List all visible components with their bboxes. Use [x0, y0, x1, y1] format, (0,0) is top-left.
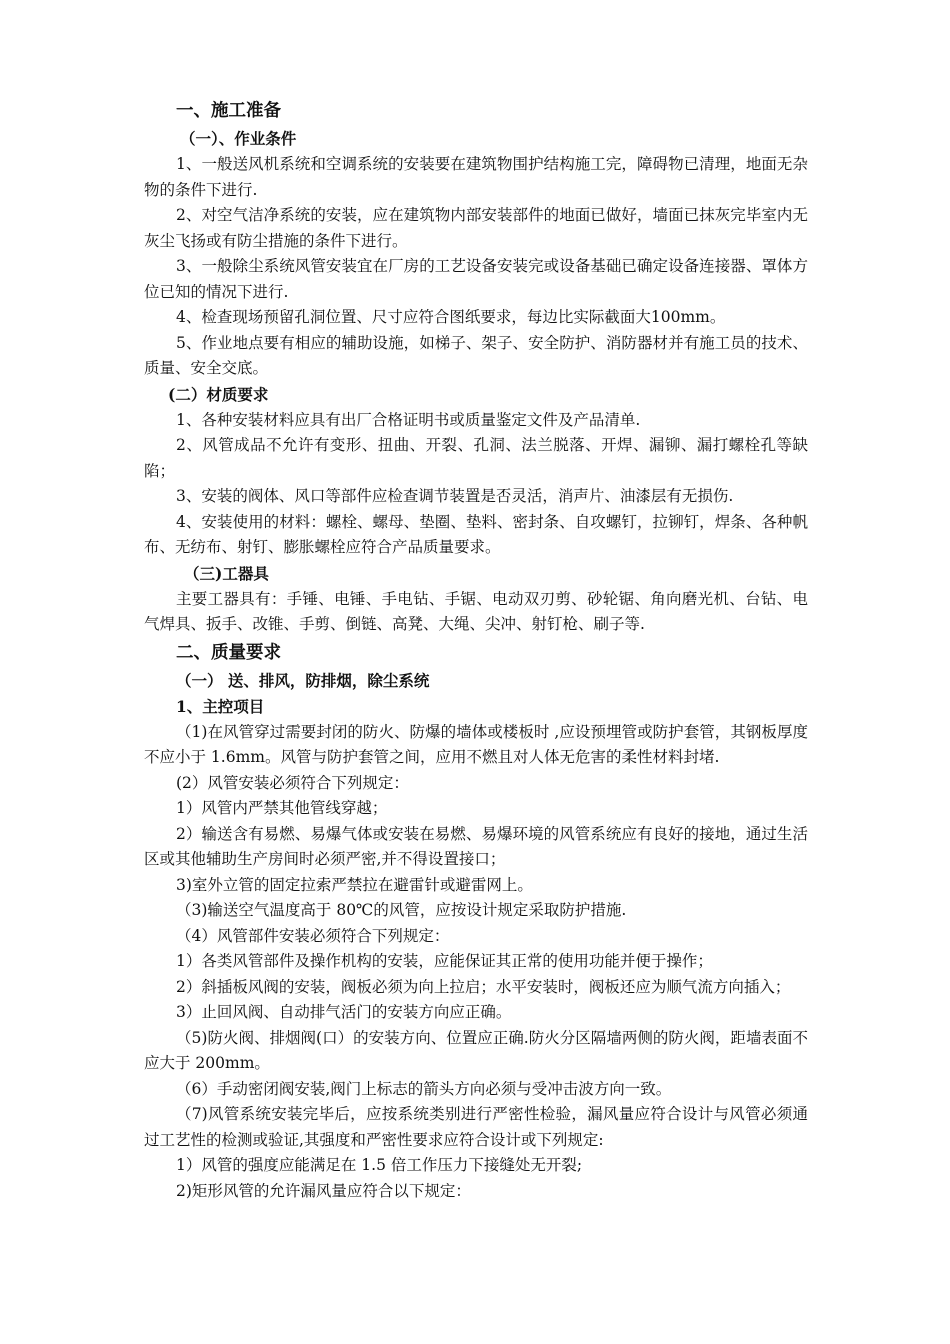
paragraph: 3、安装的阀体、风口等部件应检查调节装置是否灵活，消声片、油漆层有无损伤.	[176, 487, 734, 505]
document-body	[144, 96, 808, 1204]
paragraph: 3）止回风阀、自动排气活门的安装方向应正确。	[176, 1003, 512, 1021]
paragraph: 2）斜插板风阀的安装，阀板必须为向上拉启；水平安装时，阀板还应为顺气流方向插入；	[176, 977, 791, 996]
paragraph: 主要工器具有：手锤、电锤、手电钻、手锯、电动双刃剪、砂轮锯、角向磨光机、台钻、电气焊具、扳手、改锥、手剪、倒链、高凳、大绳、尖冲、射钉枪、刷子等.	[144, 589, 808, 633]
subsection-heading: （三)工器具	[184, 563, 269, 583]
paragraph: 1）风管的强度应能满足在 1.5 倍工作压力下接缝处无开裂;	[176, 1156, 583, 1174]
paragraph: 4、安装使用的材料：螺栓、螺母、垫圈、垫料、密封条、自攻螺钉，拉铆钉，焊条、各种帆布、无纺布、射钉、膨胀螺栓应符合产品质量要求。	[144, 512, 808, 556]
subsection-heading: 1、主控项目	[176, 696, 265, 716]
paragraph: （3)输送空气温度高于 80℃的风管，应按设计规定采取防护措施.	[176, 901, 627, 919]
paragraph: 1）风管内严禁其他管线穿越；	[176, 799, 388, 817]
paragraph: 1）各类风管部件及操作机构的安装，应能保证其正常的使用功能并便于操作；	[176, 952, 713, 970]
paragraph: 2、对空气洁净系统的安装，应在建筑物内部安装部件的地面已做好，墙面已抹灰完毕室内无灰尘飞扬或有防尘措施的条件下进行。	[144, 206, 808, 250]
subsection-heading: （一）、作业条件	[180, 129, 297, 148]
paragraph: 4、检查现场预留孔洞位置、尺寸应符合图纸要求，每边比实际截面大100mm。	[176, 308, 726, 326]
section-heading: 一、施工准备	[176, 101, 281, 121]
paragraph: （6）手动密闭阀安装,阀门上标志的箭头方向必须与受冲击波方向一致。	[176, 1079, 672, 1098]
paragraph: (2）风管安装必须符合下列规定：	[176, 773, 409, 792]
section-heading: 二、质量要求	[176, 642, 281, 663]
paragraph: （5)防火阀、排烟阀(口）的安装方向、位置应正确.防火分区隔墙两侧的防火阀，距墙表面不应大于 200mm。	[144, 1028, 808, 1072]
subsection-heading: (二）材质要求	[168, 384, 269, 404]
paragraph: 2)矩形风管的允许漏风量应符合以下规定：	[176, 1181, 471, 1200]
paragraph: 3)室外立管的固定拉索严禁拉在避雷针或避雷网上。	[176, 875, 533, 894]
paragraph: 3、一般除尘系统风管安装宜在厂房的工艺设备安装完或设备基础已确定设备连接器、罩体方位已知的情况下进行.	[144, 257, 808, 301]
paragraph: 1、各种安装材料应具有出厂合格证明书或质量鉴定文件及产品清单.	[176, 410, 641, 429]
paragraph: 2）输送含有易燃、易爆气体或安装在易燃、易爆环境的风管系统应有良好的接地，通过生活区或其他辅助生产房间时必须严密,并不得设置接口；	[144, 824, 808, 868]
paragraph: （7)风管系统安装完毕后，应按系统类别进行严密性检验，漏风量应符合设计与风管必须通过工艺性的检测或验证,其强度和严密性要求应符合设计或下列规定:	[144, 1105, 808, 1149]
paragraph: （4）风管部件安装必须符合下列规定：	[176, 926, 450, 945]
paragraph: 1、一般送风机系统和空调系统的安装要在建筑物围护结构施工完，障碍物已清理，地面无杂物的条件下进行.	[144, 155, 808, 199]
paragraph: （1)在风管穿过需要封闭的防火、防爆的墙体或楼板时 ,应设预埋管或防护套管，其钢板厚度不应小于 1.6mm。风管与防护套管之间，应用不燃且对人体无危害的柔性材料封堵.	[144, 722, 808, 766]
paragraph: 2、风管成品不允许有变形、扭曲、开裂、孔洞、法兰脱落、开焊、漏铆、漏打螺栓孔等缺陷；	[144, 436, 808, 480]
subsection-heading: （一） 送、排风，防排烟，除尘系统	[176, 670, 430, 690]
paragraph: 5、作业地点要有相应的辅助设施，如梯子、架子、安全防护、消防器材并有施工员的技术、质量、安全交底。	[144, 333, 808, 377]
